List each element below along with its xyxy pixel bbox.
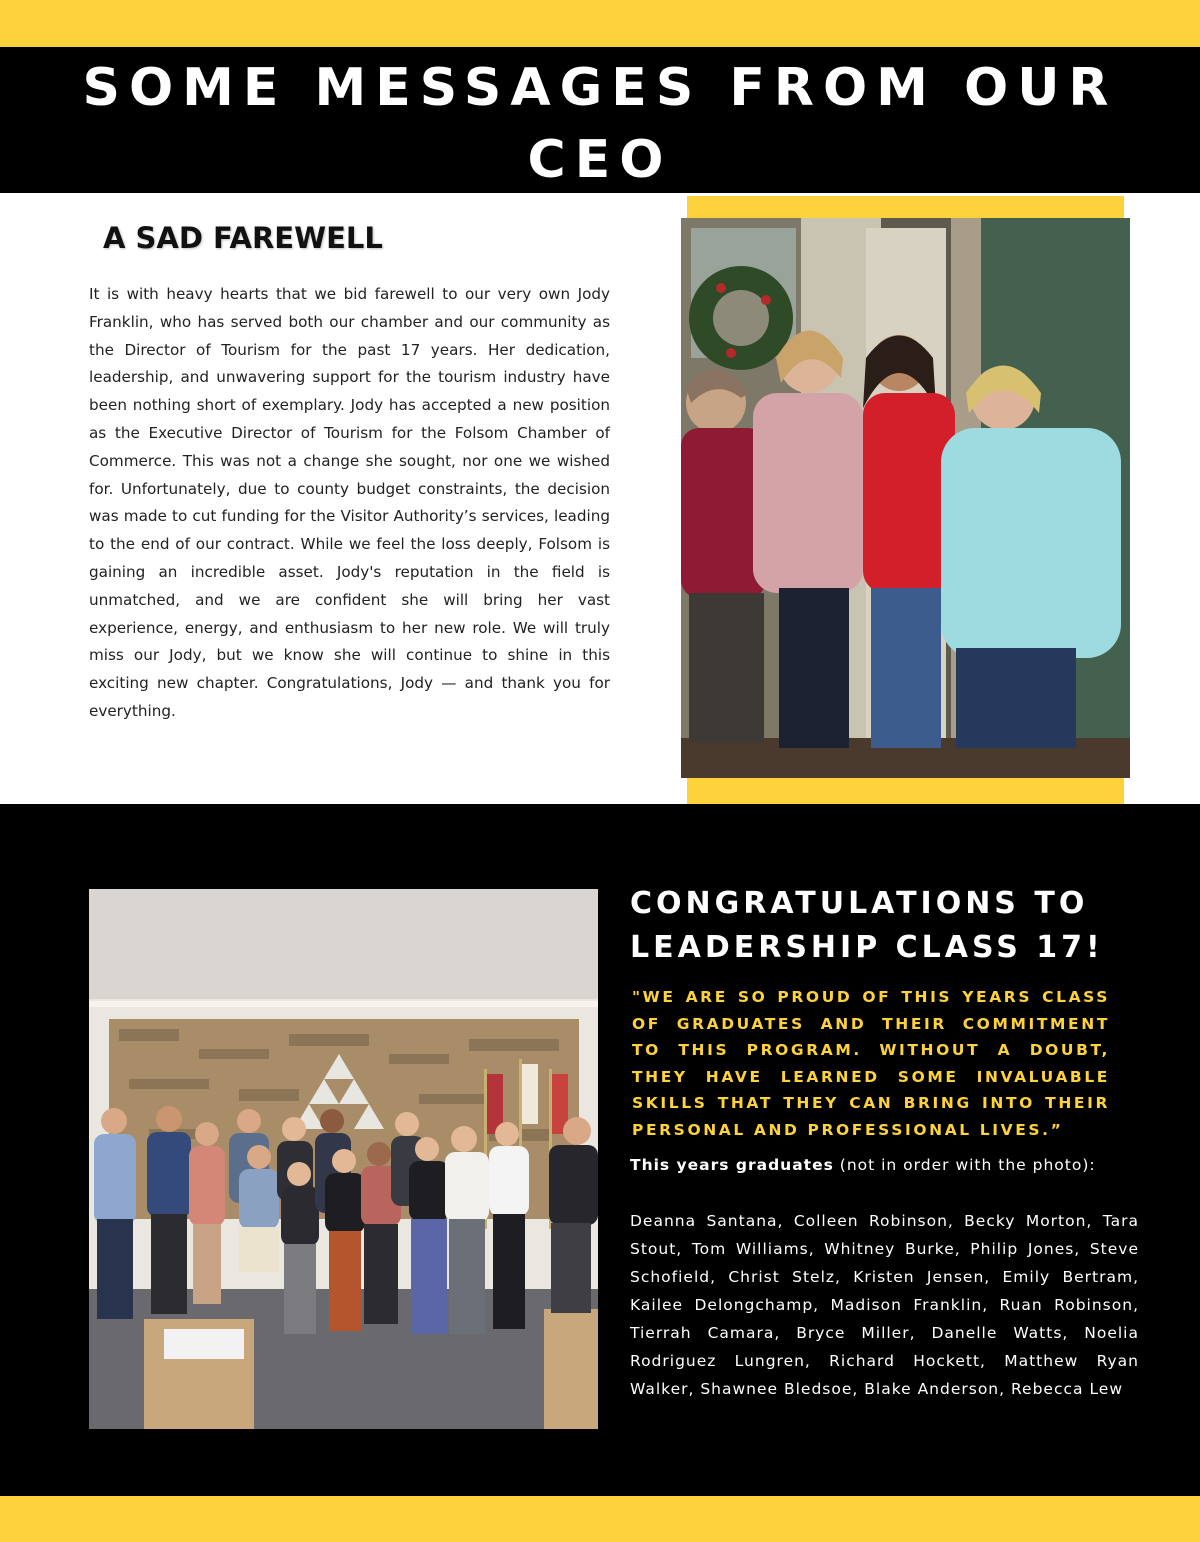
leadership-section [0,804,1200,1496]
page-header [0,47,1200,193]
bottom-accent-bar [0,1496,1200,1542]
leadership-heading: CONGRATULATIONS TO LEADERSHIP CLASS 17! [630,886,1104,965]
top-accent-bar [0,0,1200,47]
page-title: SOME MESSAGES FROM OUR CEO [82,58,1118,190]
graduates-note: (not in order with the photo): [839,1156,1096,1174]
farewell-heading: A SAD FAREWELL [103,221,383,255]
leadership-class-group-photo [89,889,598,1429]
graduates-list: Deanna Santana, Colleen Robinson, Becky Morton, Tara Stout, Tom Williams, Whitney Burke, Philip Jones, Steve Schofield, Christ Stelz, Kristen Jensen, Emily Bertram, Kailee Delongchamp, Madison Franklin, Ruan Robinson, Tierrah Camara, Bryce Miller, Danelle Watts, Noelia Rodriguez Lungren, Richard Hockett, Matthew Ryan Walker, Shawnee Bledsoe, Blake Anderson, Rebecca Lew [630,1212,1139,1398]
leadership-quote: "WE ARE SO PROUD OF THIS YEARS CLASS OF GRADUATES AND THEIR COMMITMENT TO THIS PROGRAM. WITHOUT A DOUBT, THEY HAVE LEARNED SOME INVALUABLE SKILLS THAT THEY CAN BRING INTO THEIR PERSONAL AND PROFESSIONAL LIVES.” [632,988,1110,1139]
graduates-intro [630,1152,1139,1178]
photo-frame-bottom [687,778,1124,804]
farewell-section [0,193,1200,804]
graduates-label: This years graduates [630,1156,834,1174]
farewell-group-photo [681,218,1130,778]
farewell-article-text: It is with heavy hearts that we bid farewell to our very own Jody Franklin, who has served both our chamber and our community as the Director of Tourism for the past 17 years. Her dedication, leadership, and unwavering support for the tourism industry have been nothing short of exemplary. Jody has accepted a new position as the Executive Director of Tourism for the Folsom Chamber of Commerce. This was not a change she sought, nor one we wished for. Unfortunately, due to county budget constraints, the decision was made to cut funding for the Visitor Authority’s services, leading to the end of our contract. While we feel the loss deeply, Folsom is gaining an incredible asset. Jody's reputation in the field is unmatched, and we are confident she will bring her vast experience, energy, and enthusiasm to her new role. We will truly miss our Jody, but we know she will continue to shine in this exciting new chapter. Congratulations, Jody — and thank you for everything. [89,285,610,720]
